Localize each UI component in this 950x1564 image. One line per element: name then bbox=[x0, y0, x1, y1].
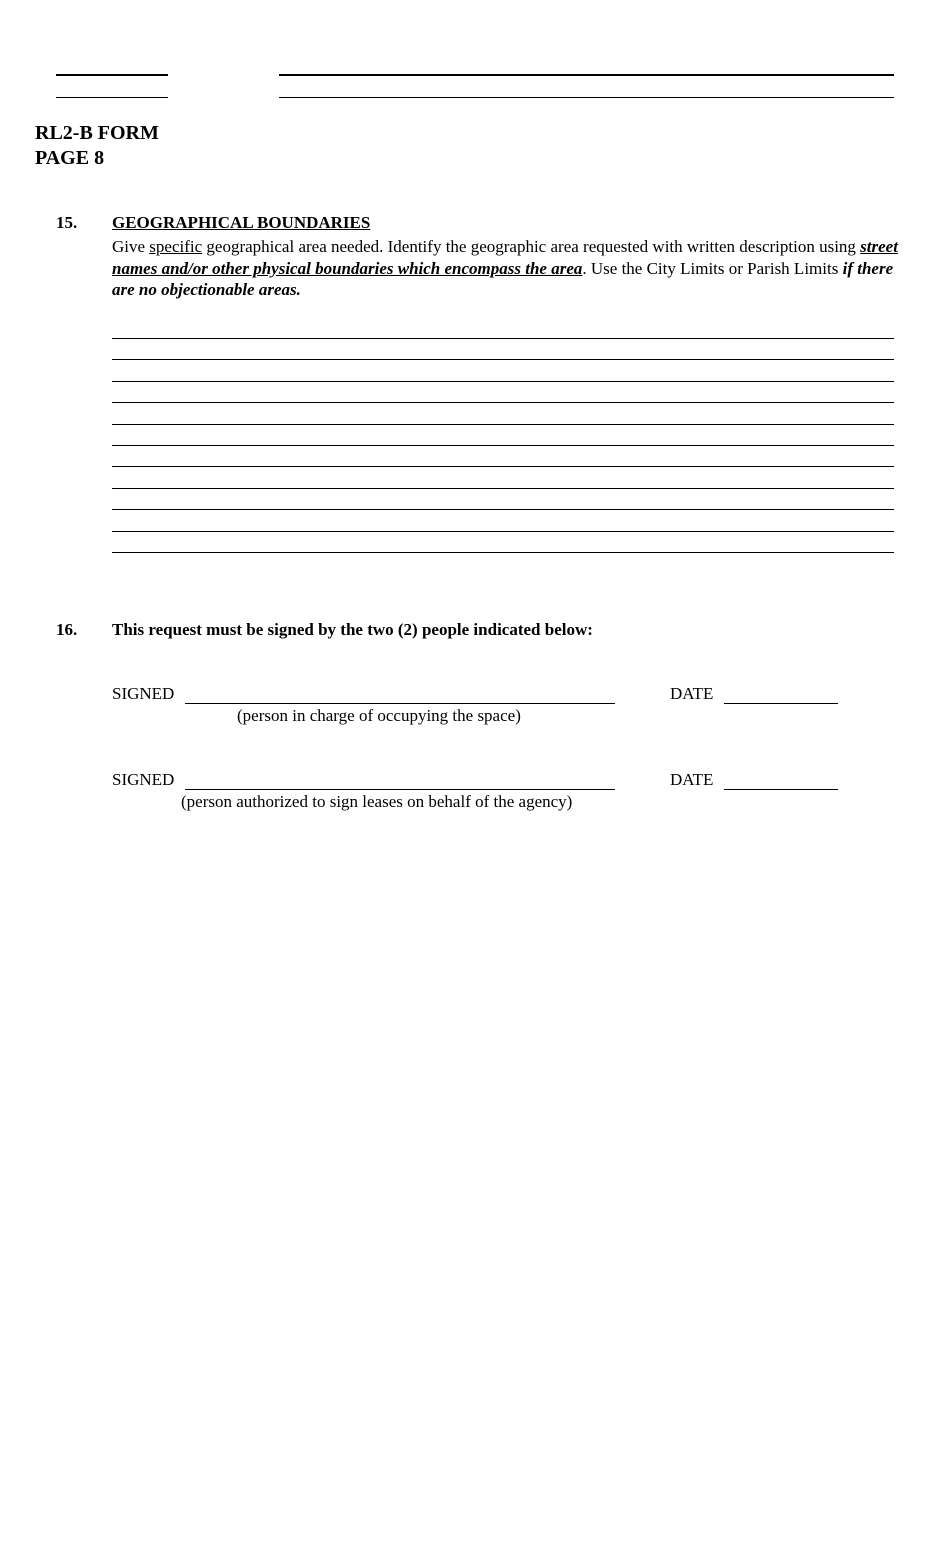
para-text-emphasis-2: if there are no objectionable areas. bbox=[112, 258, 894, 299]
write-in-line[interactable] bbox=[112, 488, 894, 489]
signed-label-1: SIGNED bbox=[112, 684, 175, 703]
write-in-line[interactable] bbox=[112, 445, 894, 446]
para-text-1: Give bbox=[112, 237, 150, 256]
form-title-line1: RL2-B FORM bbox=[35, 122, 159, 144]
header-rule-left-bottom bbox=[56, 97, 168, 98]
para-text-5: . Use the City Limits or Parish Limits bbox=[582, 258, 843, 278]
date-line-2[interactable] bbox=[724, 789, 838, 790]
signer-caption-2: (person authorized to sign leases on behalf of the agency) bbox=[181, 792, 573, 811]
write-in-line[interactable] bbox=[112, 338, 894, 339]
date-line-1[interactable] bbox=[724, 703, 838, 704]
header-rule-right-top bbox=[279, 74, 894, 76]
write-in-line[interactable] bbox=[112, 509, 894, 510]
write-in-line[interactable] bbox=[112, 424, 894, 425]
para-text-3: geographical area needed. Identify the geographic area requested with written description using bbox=[202, 237, 861, 256]
section-15-number: 15. bbox=[56, 213, 78, 232]
date-label-1: DATE bbox=[670, 684, 714, 703]
write-in-line[interactable] bbox=[112, 402, 894, 403]
write-in-line[interactable] bbox=[112, 531, 894, 532]
section-16-number: 16. bbox=[56, 620, 78, 639]
signature-line-1[interactable] bbox=[185, 703, 615, 704]
write-in-line[interactable] bbox=[112, 466, 894, 467]
signature-line-2[interactable] bbox=[185, 789, 615, 790]
section-15-instructions bbox=[112, 236, 902, 301]
write-in-line[interactable] bbox=[112, 552, 894, 553]
write-in-line[interactable] bbox=[112, 359, 894, 360]
signed-label-2: SIGNED bbox=[112, 770, 175, 789]
section-16-instruction: This request must be signed by the two (2) people indicated below: bbox=[112, 620, 593, 639]
para-text-specific: specific bbox=[149, 237, 203, 256]
signer-caption-1: (person in charge of occupying the space) bbox=[237, 706, 521, 725]
header-rule-left-top bbox=[56, 74, 168, 76]
form-page-label: PAGE 8 bbox=[35, 147, 105, 169]
form-title bbox=[35, 121, 159, 171]
para-text-emphasis: street names and/or other physical boundaries which encompass the area bbox=[112, 237, 898, 278]
header-rule-right-bottom bbox=[279, 97, 894, 98]
section-15-title: GEOGRAPHICAL BOUNDARIES bbox=[112, 213, 371, 232]
date-label-2: DATE bbox=[670, 770, 714, 789]
write-in-line[interactable] bbox=[112, 381, 894, 382]
